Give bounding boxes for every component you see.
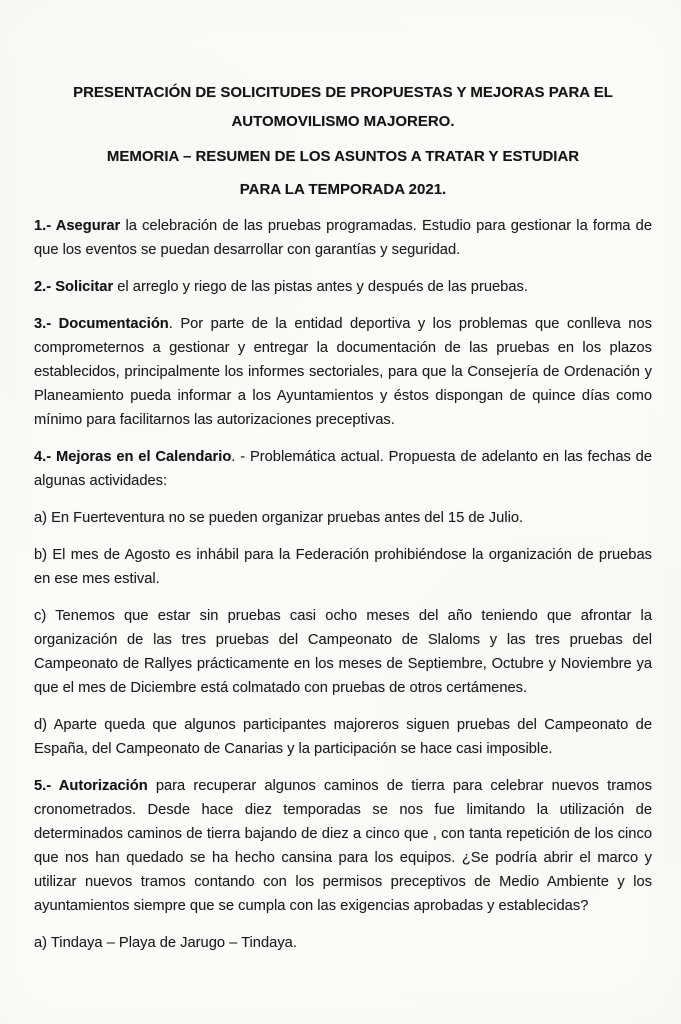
document-title-line-2: AUTOMOVILISMO MAJORERO. (231, 113, 455, 130)
paragraph-item-2-solicitar (34, 275, 652, 299)
paragraph-subitem-c-calendario-pruebas (34, 604, 652, 700)
document-subtitle-temporada: PARA LA TEMPORADA 2021. (239, 181, 447, 198)
paragraph-subitem-b-agosto (34, 543, 652, 591)
subitem-c-text: c) Tenemos que estar sin pruebas casi ocho meses del año teniendo que afrontar la organización de las tres pruebas del Campeonato de Slaloms y las tres pruebas del Campeonato de Rallyes prácticamente en los meses de Septiembre, Octubre y Noviembre ya que el mes de Diciembre está colmatado con pruebas de otros certámenes. (34, 608, 652, 696)
document-title-block (34, 78, 652, 204)
item-2-text: el arreglo y riego de las pistas antes y después de las pruebas. (113, 279, 528, 295)
paragraph-item-3-documentacion (34, 312, 652, 432)
paragraph-subitem-d-participantes (34, 713, 652, 761)
item-3-lead: 3.- Documentación (34, 316, 169, 332)
document-body (34, 214, 652, 955)
item-4-text: . - Problemática actual. Propuesta de adelanto en las fechas de algunas actividades: (34, 449, 653, 489)
item-3-text: . Por parte de la entidad deportiva y los problemas que conlleva nos comprometernos a gestionar y entregar la documentación de las pruebas en los plazos establecidos, principalmente los informes sectoriales, para que la Consejería de Ordenación y Planeamiento pueda informar a los Ayuntamientos y éstos dispongan de quince días como mínimo para facilitarnos las autorizaciones preceptivas. (34, 316, 652, 428)
item-2-lead: 2.- Solicitar (34, 279, 114, 295)
paragraph-item-1-asegurar (34, 214, 652, 262)
paragraph-item-4-mejoras-calendario (34, 445, 652, 493)
item-1-lead: 1.- Asegurar (34, 218, 121, 234)
item-1-text: la celebración de las pruebas programadas. Estudio para gestionar la forma de que los eventos se puedan desarrollar con garantías y seguridad. (34, 218, 652, 258)
paragraph-subitem-a-fuerteventura (34, 506, 652, 530)
paragraph-item-5-autorizacion (34, 774, 652, 918)
item-4-lead: 4.- Mejoras en el Calendario (34, 449, 232, 465)
subitem-a-text: a) En Fuerteventura no se pueden organizar pruebas antes del 15 de Julio. (34, 510, 524, 526)
tindaya-text: a) Tindaya – Playa de Jarugo – Tindaya. (34, 935, 297, 951)
subitem-d-text: d) Aparte queda que algunos participantes majoreros siguen pruebas del Campeonato de España, del Campeonato de Canarias y la participación se hace casi imposible. (34, 717, 652, 757)
document-title-line-1: PRESENTACIÓN DE SOLICITUDES DE PROPUESTAS Y MEJORAS PARA EL (73, 84, 613, 101)
item-5-lead: 5.- Autorización (34, 778, 148, 794)
subitem-b-text: b) El mes de Agosto es inhábil para la Federación prohibiéndose la organización de pruebas en ese mes estival. (34, 547, 652, 587)
paragraph-subitem-a-tindaya (34, 931, 652, 955)
document-subtitle-memoria: MEMORIA – RESUMEN DE LOS ASUNTOS A TRATAR Y ESTUDIAR (106, 148, 580, 165)
item-5-text: para recuperar algunos caminos de tierra para celebrar nuevos tramos cronometrados. Desde hace diez temporadas se nos fue limitando la utilización de determinados caminos de tierra bajando de diez a cinco que , con tanta repetición de los cinco que nos han quedado se ha hecho cansina para los equipos. ¿Se podría abrir el marco y utilizar nuevos tramos contando con los permisos preceptivos de Medio Ambiente y los ayuntamientos siempre que se cumpla con las exigencias aprobadas y establecidas? (34, 778, 652, 914)
